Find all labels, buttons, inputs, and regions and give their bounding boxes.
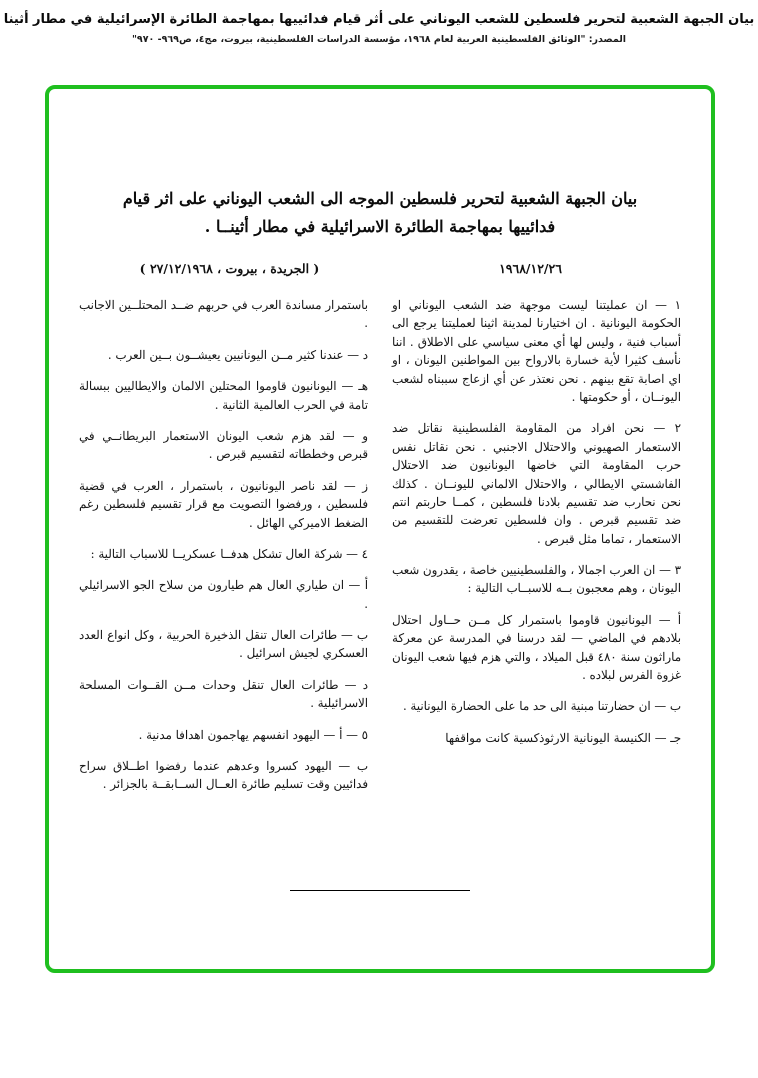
- statement-date: ١٩٦٨/١٢/٢٦: [499, 261, 562, 276]
- paragraph: ب — اليهود كسروا وعدهم عندما رفضوا اطــلاق سراح فدائيين وقت تسليم طائرة العــال الســابقــة بالجزائر .: [79, 759, 368, 792]
- date-row: [79, 261, 681, 276]
- column-right: [392, 296, 681, 807]
- paragraph: ٤ — شركة العال تشكل هدفــا عسكريــا للاسباب التالية :: [90, 546, 368, 561]
- page-header: [0, 0, 758, 45]
- document-title-line-1: بيان الجبهة الشعبية لتحرير فلسطين الموجه الى الشعب اليوناني على اثر قيام: [122, 189, 638, 208]
- column-left: [79, 296, 368, 807]
- paragraph: ب — ان حضارتنا مبنية الى حد ما على الحضارة اليونانية .: [402, 699, 681, 714]
- document-body: [49, 89, 711, 969]
- paragraph: باستمرار مساندة العرب في حربهم ضــد المحتلــين الاجانب .: [79, 298, 368, 331]
- paragraph: د — عندنا كثير مــن اليونانيين يعيشــون بــين العرب .: [107, 347, 368, 362]
- paragraph: أ — ان طياري العال هم طيارون من سلاح الجو الاسرائيلي .: [79, 578, 368, 611]
- paragraph: جـ — الكنيسة اليونانية الارثوذكسية كانت مواقفها: [445, 730, 681, 745]
- paragraph: د — طائرات العال تنقل وحدات مــن القــوات المسلحة الاسرائيلية .: [79, 677, 368, 711]
- text-columns: [79, 296, 681, 807]
- divider-line: [290, 890, 470, 891]
- paragraph: و — لقد هزم شعب اليونان الاستعمار البريطانــي في قبرص وخططاته لتقسيم قبرص .: [79, 428, 368, 462]
- paragraph: ز — لقد ناصر اليونانيون ، باستمرار ، العرب في قضية فلسطين ، ورفضوا التصويت مع قرار تقسيم فلسطين رغم الضغط الاميركي الهائل .: [79, 478, 368, 530]
- paragraph: ٣ — ان العرب اجمالا ، والفلسطينيين خاصة ، يقدرون شعب اليونان ، وهم معجبون بــه للاسبــاب التالية :: [392, 563, 681, 596]
- header-source-line: المصدر: "الوثائق الفلسطينية العربية لعام ١٩٦٨، مؤسسة الدراسات الفلسطينية، بيروت، مج٤، ص٩٦٩- ٩٧٠": [131, 34, 627, 45]
- paragraph: ١ — ان عمليتنا ليست موجهة ضد الشعب اليوناني او الحكومة اليونانية . ان اختيارنا لمدينة اثينا لعمليتنا يرجع الى أسباب فنية ، وليس لها أي معنى سياسي على الاطلاق . اننا نأسف كثيرا لأية خسارة بالارواح بين المواطنين اليونان ، او اي اصابة تقع بينهم . نحن نعتذر عن أي ازعاج سببناه لشعب اليونــان ، أو حكومتها .: [392, 298, 681, 404]
- document-title: [79, 185, 681, 241]
- paragraph: أ — اليونانيون قاوموا باستمرار كل مــن حــاول احتلال بلادهم في الماضي — لقد درسنا في المدرسة عن معركة ماراثون سنة ٤٨٠ قبل الميلاد ، والتي هزم فيها شعب اليونان غزوة الفرس لبلاده .: [392, 612, 682, 683]
- paragraph: ٢ — نحن افراد من المقاومة الفلسطينية نقاتل ضد الاستعمار الصهيوني والاحتلال الاجنبي . نحن نقاتل نفس حرب المقاومة التي خاضها اليونانيون ضد الاحتلال الفاشستي الايطالي ، والاحتلال الالماني لليونــان . كذلك نحن نحارب ضد تقسيم بلادنا فلسطين ، كمــا حاربتم انتم ضد تقسيم قبرص . وان فلسطين تعرضت للتقسيم من الاستعمار ، تماما مثل قبرص .: [392, 421, 681, 546]
- paragraph: هـ — اليونانيون قاوموا المحتلين الالمان والايطاليين ببسالة تامة في الحرب العالمية الثانية .: [79, 379, 368, 412]
- header-title: بيان الجبهة الشعبية لتحرير فلسطين للشعب اليوناني على أثر قيام فدائييها بمهاجمة الطائرة الإسرائيلية في مطار أثينا: [3, 12, 755, 27]
- green-document-frame: [45, 85, 715, 973]
- paragraph: ٥ — أ — اليهود انفسهم يهاجمون اهدافا مدنية .: [138, 727, 368, 742]
- paragraph: ب — طائرات العال تنقل الذخيرة الحربية ، وكل انواع العدد العسكري لجيش اسرائيل .: [79, 628, 368, 661]
- document-title-line-2: فدائييها بمهاجمة الطائرة الاسرائيلية في مطار أثينــا .: [204, 217, 556, 236]
- newspaper-reference: ( الجريدة ، بيروت ، ٢٧/١٢/١٩٦٨ ): [139, 261, 320, 276]
